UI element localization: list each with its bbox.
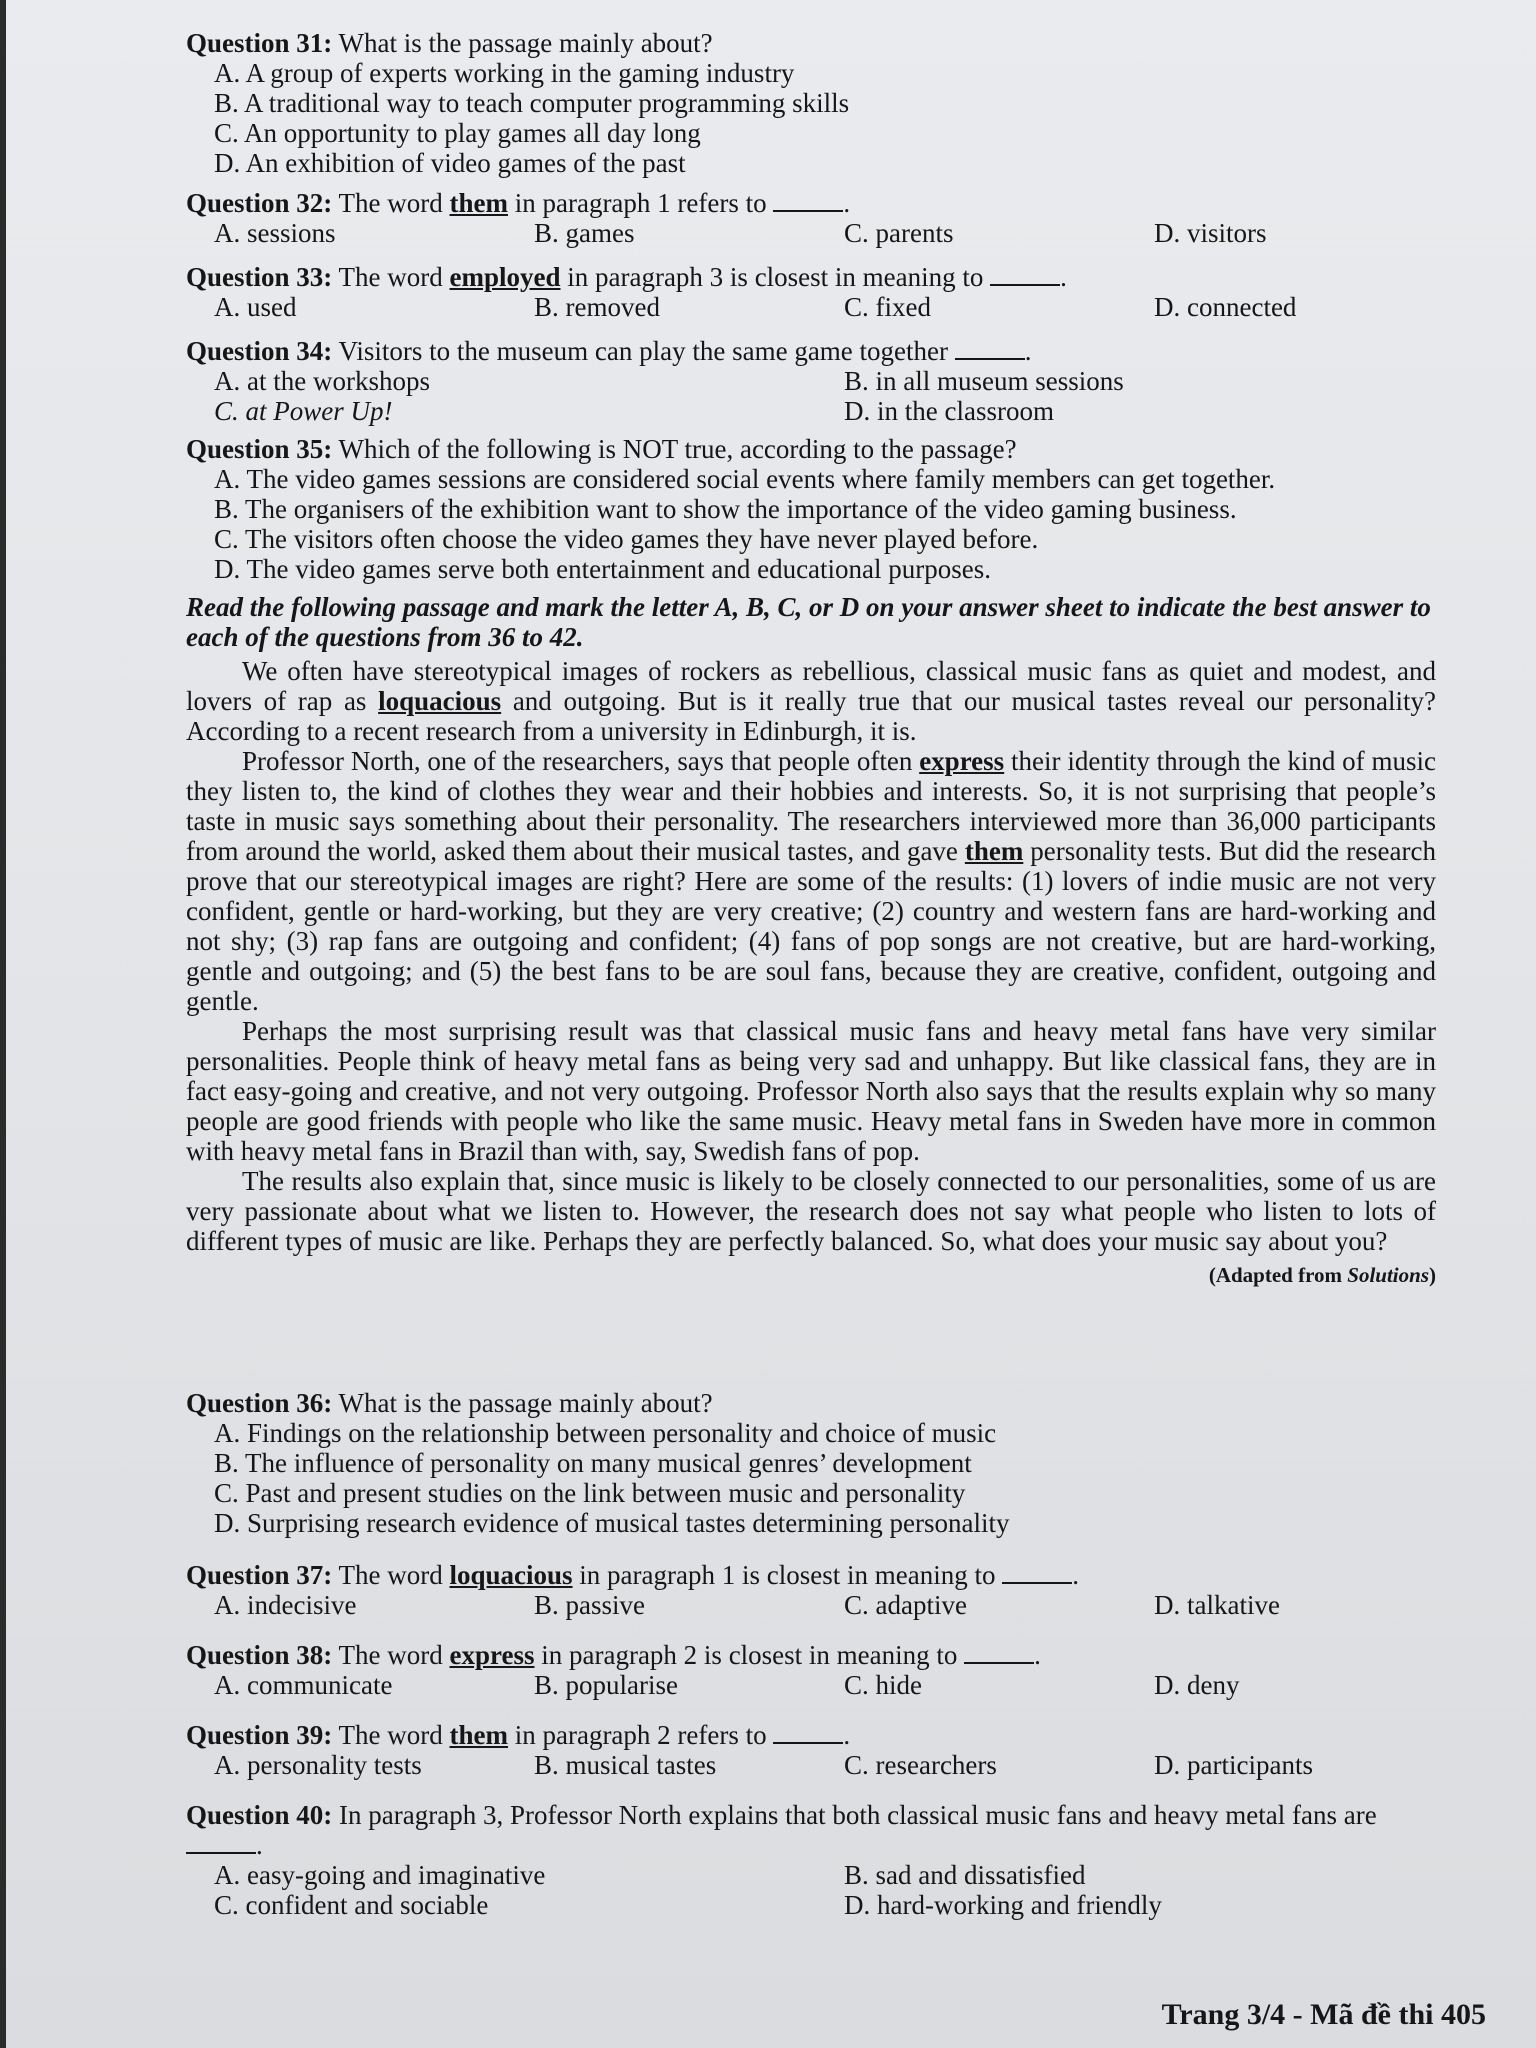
answer-blank <box>990 262 1060 286</box>
keyword: express <box>449 1640 535 1670</box>
option-c: C. The visitors often choose the video games they have never played before. <box>214 524 1039 554</box>
option-c: C. parents <box>844 218 954 248</box>
answer-blank <box>955 336 1025 360</box>
answer-blank <box>773 1720 843 1744</box>
option-d: D. in the classroom <box>844 396 1054 426</box>
option-a: A. indecisive <box>214 1590 357 1620</box>
question-34: Question 34: Visitors to the museum can play the same game together . A. at the workshops B. in all museum sessions C. at Power Up! D. in the classroom <box>186 336 1436 426</box>
option-c: C. fixed <box>844 292 931 322</box>
option-d: D. An exhibition of video games of the past <box>214 148 686 178</box>
question-text: in paragraph 1 is closest in meaning to <box>579 1560 996 1590</box>
paragraph-1 <box>186 656 1436 746</box>
option-a: A. A group of experts working in the gaming industry <box>214 58 795 88</box>
answer-blank <box>1002 1560 1072 1584</box>
question-31 <box>186 28 1436 178</box>
question-text: in paragraph 3 is closest in meaning to <box>567 262 984 292</box>
question-text: The word <box>338 1560 443 1590</box>
question-37: Question 37: The word loquacious in paragraph 1 is closest in meaning to . A. indecisive B. passive C. adaptive D. talkative <box>186 1560 1436 1620</box>
keyword: employed <box>449 262 561 292</box>
option-d: D. Surprising research evidence of musical tastes determining personality <box>214 1508 1010 1538</box>
question-number: Question 31: <box>186 28 333 58</box>
question-text: Which of the following is NOT true, according to the passage? <box>338 434 1017 464</box>
reading-instruction: Read the following passage and mark the letter A, B, C, or D on your answer sheet to indicate the best answer to each of the questions from 36 to 42. <box>186 592 1431 652</box>
paragraph-text: personality tests. But did the research prove that our stereotypical images are right? Here are some of the results: (1) lovers of indie music are not very confident, gentle or hard-working, but they are very creative; (2) country and western fans are hard-working and not shy; (3) rap fans are outgoing and confident; (4) fans of pop songs are not creative, but are hard-working, gentle and outgoing; and (5) the best fans to be are soul fans, because they are creative, confident, outgoing and gentle. <box>186 836 1436 1016</box>
option-b: B. games <box>534 218 635 248</box>
option-b: B. A traditional way to teach computer programming skills <box>214 88 850 118</box>
option-c: C. hide <box>844 1670 922 1700</box>
question-number: Question 35: <box>186 434 333 464</box>
paragraph-text: Professor North, one of the researchers, says that people often <box>242 746 913 776</box>
question-text: The word <box>338 1720 443 1750</box>
question-text: In paragraph 3, Professor North explains that both classical music fans and heavy metal fans are <box>339 1800 1377 1830</box>
keyword: them <box>449 1720 508 1750</box>
question-40: Question 40: In paragraph 3, Professor North explains that both classical music fans and heavy metal fans are . A. easy-going and imaginative B. sad and dissatisfied C. confident and sociable D. hard-working and friendly <box>186 1800 1436 1920</box>
question-number: Question 38: <box>186 1640 333 1670</box>
answer-blank <box>773 188 843 212</box>
option-b: B. popularise <box>534 1670 678 1700</box>
question-text: The word <box>338 262 443 292</box>
option-d: D. visitors <box>1154 218 1267 248</box>
option-a: A. The video games sessions are considered social events where family members can get together. <box>214 464 1276 494</box>
question-number: Question 32: <box>186 188 333 218</box>
question-number: Question 33: <box>186 262 333 292</box>
source-citation <box>186 1260 1436 1290</box>
question-text: What is the passage mainly about? <box>338 28 713 58</box>
question-text: The word <box>338 188 443 218</box>
keyword: loquacious <box>378 686 502 716</box>
option-d: D. connected <box>1154 292 1297 322</box>
paragraph-text: and outgoing. But is it really true that our musical tastes reveal our personality? According to a recent research from a university in Edinburgh, it is. <box>186 686 1437 746</box>
option-d: D. The video games serve both entertainment and educational purposes. <box>214 554 992 584</box>
option-b: B. sad and dissatisfied <box>844 1860 1086 1890</box>
option-a: A. personality tests <box>214 1750 422 1780</box>
keyword: express <box>919 746 1005 776</box>
paragraph-text: their identity through the kind of music they listen to, the kind of clothes they wear and their hobbies and interests. So, it is not surprising that people’s taste in music says something about their personality. The researchers interviewed more than 36,000 participants from around the world, asked them about their musical tastes, and gave <box>186 746 1437 866</box>
option-c: C. confident and sociable <box>214 1890 489 1920</box>
option-d: D. hard-working and friendly <box>844 1890 1162 1920</box>
option-a: A. easy-going and imaginative <box>214 1860 546 1890</box>
question-number: Question 34: <box>186 336 333 366</box>
source-text: (Adapted from <box>1208 1263 1343 1287</box>
option-b: B. The organisers of the exhibition want to show the importance of the video gaming business. <box>214 494 1237 524</box>
source-name: Solutions <box>1347 1263 1429 1287</box>
option-a: A. used <box>214 292 297 322</box>
question-text: Visitors to the museum can play the same game together <box>338 336 948 366</box>
option-a: A. communicate <box>214 1670 393 1700</box>
option-a: A. at the workshops <box>214 366 430 396</box>
question-number: Question 37: <box>186 1560 333 1590</box>
option-b: B. musical tastes <box>534 1750 717 1780</box>
question-number: Question 39: <box>186 1720 333 1750</box>
paragraph-2 <box>186 746 1436 1016</box>
question-36 <box>186 1388 1436 1538</box>
question-text: in paragraph 2 is closest in meaning to <box>541 1640 958 1670</box>
option-d: D. participants <box>1154 1750 1313 1780</box>
page-footer: Trang 3/4 - Mã đề thi 405 <box>1161 1998 1486 2031</box>
paragraph-text: We often have stereotypical images of rockers as rebellious, classical music fans as quiet and modest, and lovers of rap as <box>186 656 1436 716</box>
reading-passage <box>186 656 1436 1290</box>
option-a: A. sessions <box>214 218 336 248</box>
question-number: Question 36: <box>186 1388 333 1418</box>
question-text: in paragraph 2 refers to <box>514 1720 767 1750</box>
paragraph-3: Perhaps the most surprising result was that classical music fans and heavy metal fans have very similar personalities. People think of heavy metal fans as being very sad and unhappy. But like classical fans, they are in fact easy-going and creative, and not very outgoing. Professor North also says that the results explain why so many people are good friends with people who like the same music. Heavy metal fans in Sweden have more in common with heavy metal fans in Brazil than with, say, Swedish fans of pop. <box>186 1016 1436 1166</box>
option-b: B. passive <box>534 1590 645 1620</box>
question-33: Question 33: The word employed in paragraph 3 is closest in meaning to . A. used B. removed C. fixed D. connected <box>186 262 1436 322</box>
question-35 <box>186 434 1436 584</box>
option-c: C. Past and present studies on the link between music and personality <box>214 1478 966 1508</box>
question-32: Question 32: The word them in paragraph 1 refers to . A. sessions B. games C. parents D. visitors <box>186 188 1436 248</box>
question-38: Question 38: The word express in paragraph 2 is closest in meaning to . A. communicate B. popularise C. hide D. deny <box>186 1640 1436 1700</box>
answer-blank <box>186 1830 256 1854</box>
source-text: ) <box>1429 1263 1436 1287</box>
option-b: B. in all museum sessions <box>844 366 1124 396</box>
option-c: C. at Power Up! <box>214 396 393 426</box>
option-c: C. researchers <box>844 1750 997 1780</box>
option-d: D. talkative <box>1154 1590 1280 1620</box>
keyword: them <box>964 836 1024 866</box>
option-c: C. An opportunity to play games all day long <box>214 118 701 148</box>
question-text: What is the passage mainly about? <box>338 1388 713 1418</box>
answer-blank <box>964 1640 1034 1664</box>
keyword: loquacious <box>449 1560 573 1590</box>
exam-page <box>6 0 1536 2048</box>
question-text: The word <box>338 1640 443 1670</box>
option-b: B. The influence of personality on many musical genres’ development <box>214 1448 972 1478</box>
option-d: D. deny <box>1154 1670 1240 1700</box>
question-39: Question 39: The word them in paragraph 2 refers to . A. personality tests B. musical tastes C. researchers D. participants <box>186 1720 1436 1780</box>
option-c: C. adaptive <box>844 1590 967 1620</box>
option-a: A. Findings on the relationship between personality and choice of music <box>214 1418 997 1448</box>
option-b: B. removed <box>534 292 660 322</box>
paragraph-4: The results also explain that, since music is likely to be closely connected to our personalities, some of us are very passionate about what we listen to. However, the research does not say what people who listen to lots of different types of music are like. Perhaps they are perfectly balanced. So, what does your music say about you? <box>186 1166 1436 1256</box>
question-text: in paragraph 1 refers to <box>514 188 767 218</box>
question-number: Question 40: <box>186 1800 333 1830</box>
keyword: them <box>449 188 508 218</box>
